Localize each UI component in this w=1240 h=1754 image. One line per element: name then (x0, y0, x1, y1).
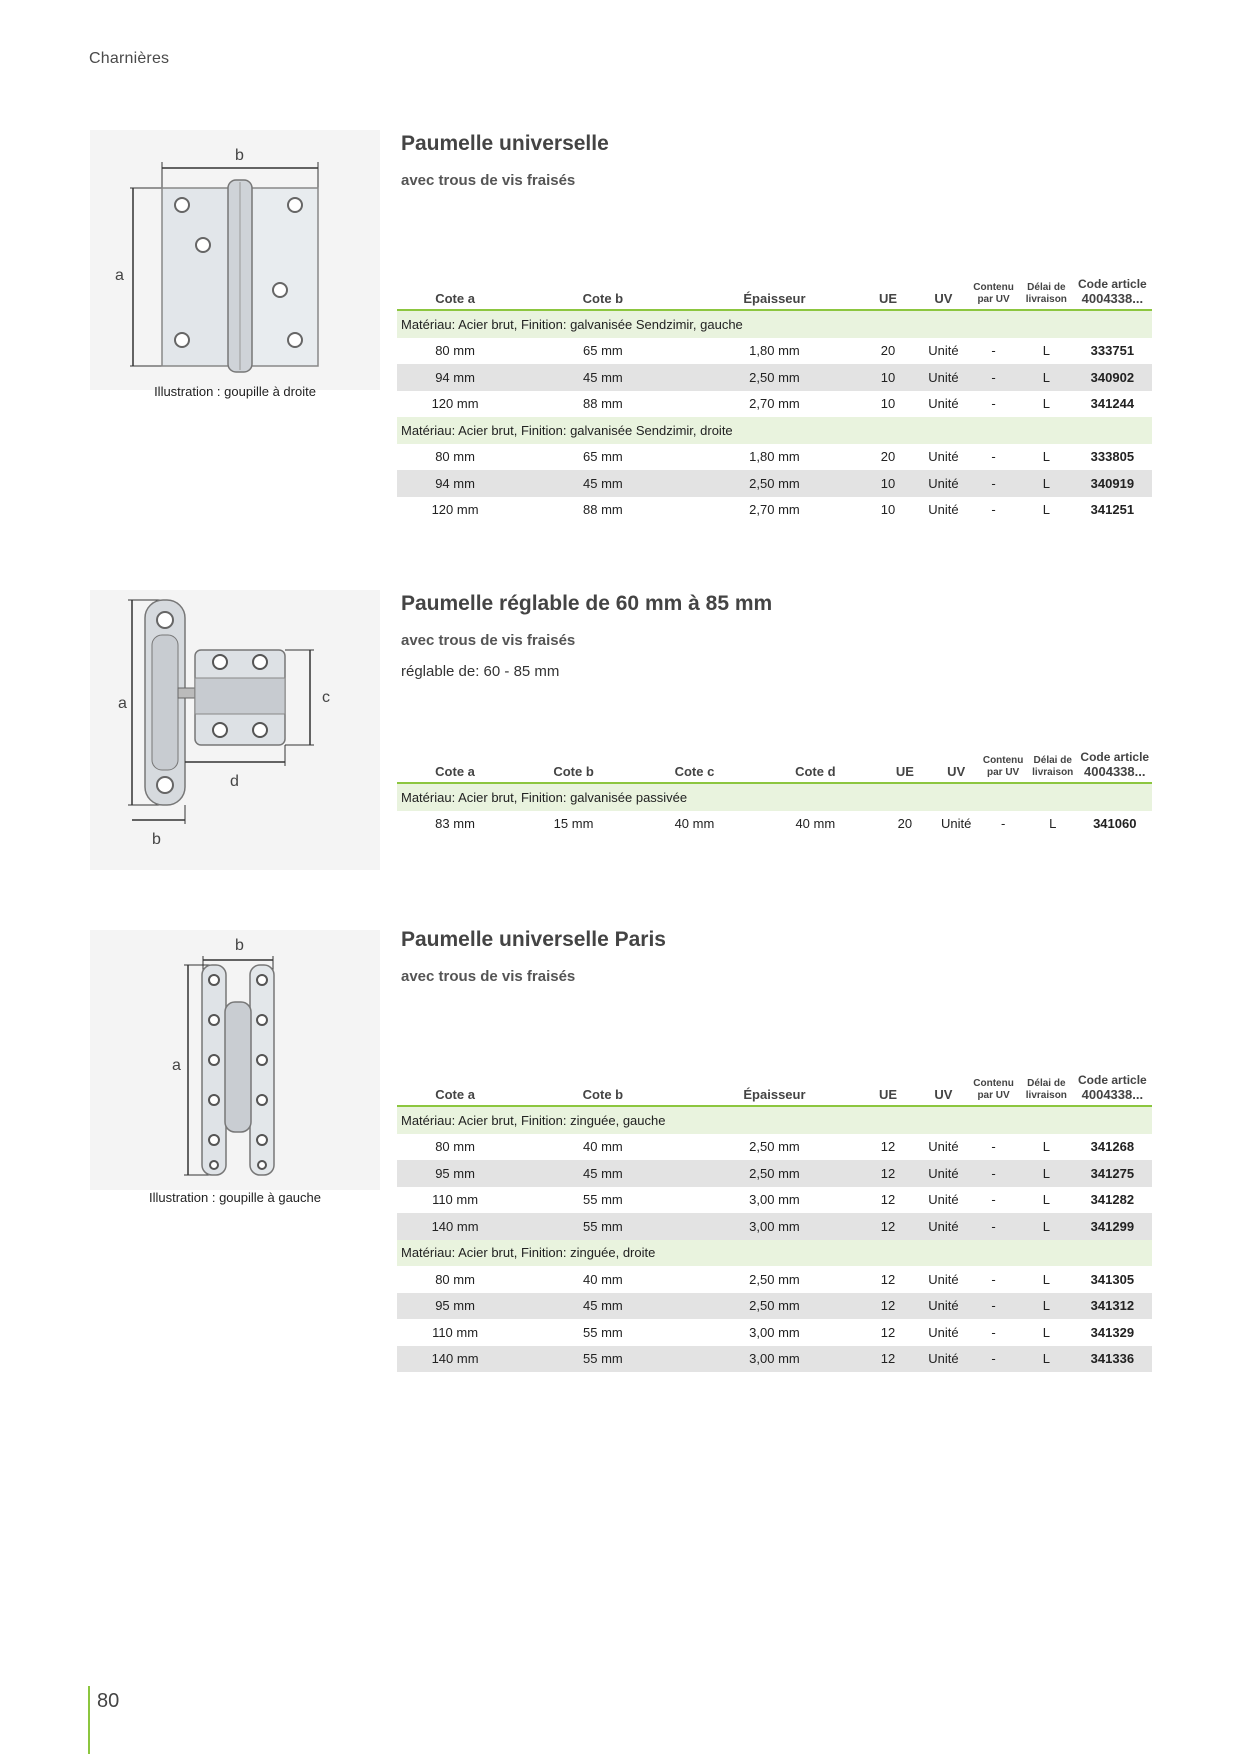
table-row: 110 mm 55 mm 3,00 mm 12 Unité - L 341282 (432, 1192, 1135, 1208)
col-header: UE (856, 1068, 919, 1106)
col-header: UE (876, 745, 934, 783)
col-header: Épaisseur (693, 272, 857, 310)
table-row: 80 mm 40 mm 2,50 mm 12 Unité - L 341305 (435, 1271, 1135, 1287)
col-header-code: Code article 4004338... (1073, 272, 1152, 310)
col-header: Cote a (397, 1068, 513, 1106)
material-row: Matériau: Acier brut, Finition: zinguée, gauche (397, 1106, 1152, 1134)
col-header: UE (856, 272, 919, 310)
dim-label-b: b (235, 147, 244, 164)
col-header: UV (920, 272, 968, 310)
col-header: Cote b (513, 745, 634, 783)
material-row: Matériau: Acier brut, Finition: galvanisée passivée (397, 783, 1152, 811)
table-row: 140 mm 55 mm 3,00 mm 12 Unité - L 341336 (397, 1346, 1152, 1373)
product-title: Paumelle universelle (401, 132, 609, 155)
product-subtitle: avec trous de vis fraisés (401, 968, 576, 985)
col-header-delai: Délai de livraison (1020, 272, 1073, 310)
col-header: Cote b (513, 1068, 693, 1106)
page-number: 80 (97, 1690, 120, 1712)
page-number-bar (88, 1686, 90, 1754)
table-row: 110 mm 55 mm 3,00 mm 12 Unité - L 341329 (432, 1324, 1135, 1340)
dim-label-a: a (115, 267, 124, 284)
col-header-code: Code article 4004338... (1073, 1068, 1152, 1106)
table-row: 95 mm 45 mm 2,50 mm 12 Unité - L 341312 (397, 1293, 1152, 1320)
col-header: Cote b (513, 272, 693, 310)
dim-label-d: d (230, 773, 239, 790)
col-header-contenu: Contenu par UV (967, 272, 1020, 310)
spec-table (397, 1068, 1152, 1372)
col-header-code: Code article 4004338... (1078, 745, 1152, 783)
col-header-delai: Délai de livraison (1028, 745, 1078, 783)
adjustable-hinge-illustration (90, 590, 380, 870)
table-row: 95 mm 45 mm 2,50 mm 12 Unité - L 341275 (397, 1160, 1152, 1187)
product-subtitle: avec trous de vis fraisés (401, 632, 576, 649)
illustration-caption: Illustration : goupille à droite (154, 384, 316, 399)
product-note: réglable de: 60 - 85 mm (401, 663, 560, 680)
table-row: 94 mm 45 mm 2,50 mm 10 Unité - L 340902 (397, 364, 1152, 391)
table-row: 120 mm 88 mm 2,70 mm 10 Unité - L 341251 (431, 502, 1135, 518)
product-subtitle: avec trous de vis fraisés (401, 172, 576, 189)
col-header: UV (934, 745, 978, 783)
col-header: Épaisseur (693, 1068, 857, 1106)
material-row: Matériau: Acier brut, Finition: galvanisée Sendzimir, droite (397, 417, 1152, 444)
hinge-illustration (90, 130, 380, 390)
table-row: 94 mm 45 mm 2,50 mm 10 Unité - L 340919 (397, 470, 1152, 497)
col-header: Cote c (634, 745, 755, 783)
col-header: UV (920, 1068, 968, 1106)
col-header-contenu: Contenu par UV (967, 1068, 1020, 1106)
paris-hinge-illustration (90, 930, 380, 1190)
col-header: Cote d (755, 745, 876, 783)
product-title: Paumelle universelle Paris (401, 928, 666, 951)
table-row: 120 mm 88 mm 2,70 mm 10 Unité - L 341244 (431, 396, 1135, 412)
product-title: Paumelle réglable de 60 mm à 85 mm (401, 592, 773, 615)
col-header: Cote a (397, 745, 513, 783)
table-row: 83 mm 15 mm 40 mm 40 mm 20 Unité - L 341060 (435, 816, 1137, 832)
table-row: 80 mm 65 mm 1,80 mm 20 Unité - L 333751 (435, 343, 1135, 359)
table-row: 140 mm 55 mm 3,00 mm 12 Unité - L 341299 (397, 1213, 1152, 1240)
material-row: Matériau: Acier brut, Finition: galvanisée Sendzimir, gauche (397, 310, 1152, 338)
dim-label-b: b (152, 831, 161, 848)
col-header: Cote a (397, 272, 513, 310)
dim-label-c: c (322, 689, 330, 706)
spec-table (397, 745, 1152, 837)
spec-table (397, 272, 1152, 523)
dim-label-a: a (172, 1057, 181, 1074)
section-title: Charnières (89, 50, 170, 67)
dim-label-a: a (118, 695, 127, 712)
material-row: Matériau: Acier brut, Finition: zinguée, droite (397, 1240, 1152, 1267)
col-header-delai: Délai de livraison (1020, 1068, 1073, 1106)
illustration-caption: Illustration : goupille à gauche (148, 1190, 321, 1205)
table-row: 80 mm 65 mm 1,80 mm 20 Unité - L 333805 (435, 449, 1135, 465)
dim-label-b: b (235, 937, 244, 954)
table-row: 80 mm 40 mm 2,50 mm 12 Unité - L 341268 (435, 1139, 1135, 1155)
col-header-contenu: Contenu par UV (978, 745, 1028, 783)
